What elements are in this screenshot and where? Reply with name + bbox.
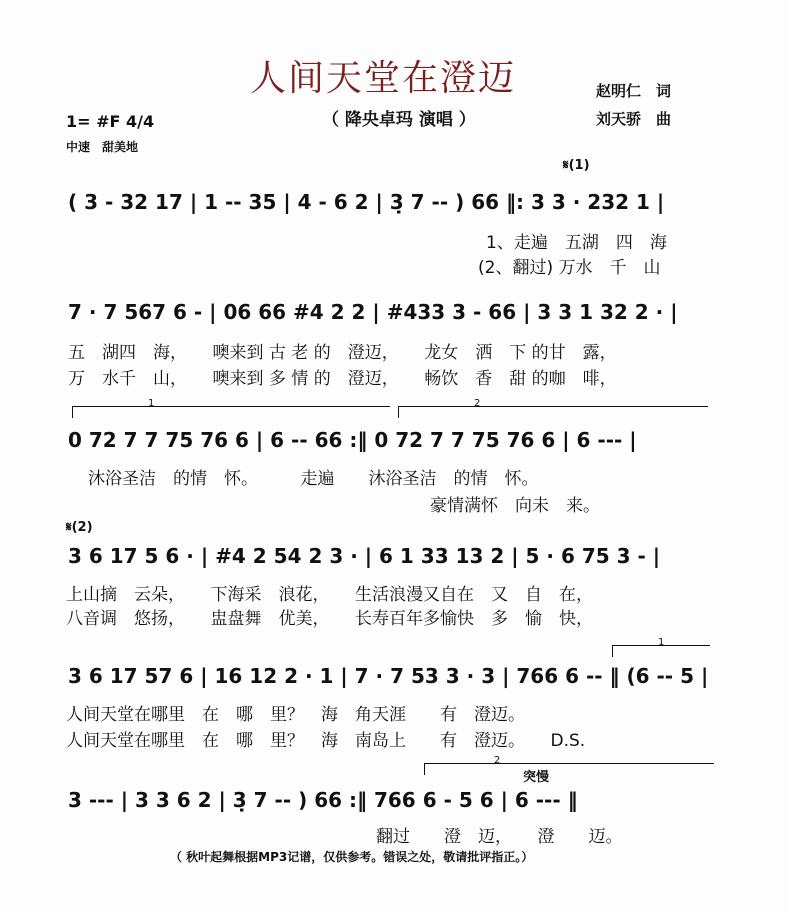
volta-number-1: 1 [148, 398, 155, 409]
volta-bracket-1b-start [612, 645, 613, 657]
segno-mark-1: 𝄋(1) [563, 158, 590, 173]
volta-bracket-2-start [398, 406, 399, 418]
segno-mark-2: 𝄋(2) [66, 520, 93, 535]
volta-number-2: 2 [474, 398, 481, 409]
score-line-4-notes: 3 6 17 5 6 · | #4 2 54 2 3 · | 6 1 33 13 2 | 5 · 6 75 3 - | [68, 544, 661, 568]
score-line-1-notes: ( 3 - 32 17 | 1 -- 35 | 4 - 6 2 | 3̣ 7 -- ) 66 ‖: 3 3 · 232 1 | [68, 190, 665, 214]
ritardando-mark: 突慢 [523, 770, 550, 785]
tempo-marking: 中速 甜美地 [66, 140, 139, 154]
volta-number-1b: 1 [658, 637, 665, 648]
score-line-3-lyric-verse2: 豪情满怀 向未 来。 [430, 496, 600, 516]
volta-bracket-1-start [72, 406, 73, 418]
composer-credit: 刘天骄 曲 [596, 110, 672, 128]
key-signature: 1= #F 4/4 [66, 112, 155, 131]
score-line-4-lyric-verse2: 八音调 悠扬， 盅盘舞 优美， 长寿百年多愉快 多 愉 快， [66, 609, 593, 629]
volta-bracket-2b [424, 763, 714, 764]
score-line-6-notes: 3 --- | 3 3 6 2 | 3̣ 7 -- ) 66 :‖ 766 6 - 5 6 | 6 --- ‖ [68, 788, 578, 812]
volta-bracket-1 [72, 406, 390, 407]
score-line-2-notes: 7 · 7 567 6 - | 06 66 #4 2 2 | #433 3 - 66 | 3 3 1 32 2 · | [68, 300, 678, 324]
lyricist-credit: 赵明仁 词 [596, 82, 672, 100]
score-line-3-lyric-verse1: 沐浴圣洁 的情 怀。 走遍 沐浴圣洁 的情 怀。 [88, 469, 539, 489]
score-line-5-lyric-verse1: 人间天堂在哪里 在 哪 里？ 海 角天涯 有 澄迈。 [66, 705, 525, 725]
score-line-5-notes: 3 6 17 57 6 | 16 12 2 · 1 | 7 · 7 53 3 · 3 | 766 6 -- ‖ (6 -- 5 | [68, 664, 709, 688]
volta-number-2b: 2 [494, 755, 501, 766]
score-line-1-lyric-verse1: 1、走遍 五湖 四 海 [486, 233, 667, 253]
score-line-1-lyric-verse2: (2、翻过) 万水 千 山 [478, 258, 661, 278]
score-line-2-lyric-verse1: 五 湖四 海， 噢来到 古 老 的 澄迈， 龙女 洒 下 的甘 露， [68, 343, 617, 363]
score-line-2-lyric-verse2: 万 水千 山， 噢来到 多 情 的 澄迈， 畅饮 香 甜 的咖 啡， [68, 369, 617, 389]
volta-bracket-2 [398, 406, 708, 407]
song-title: 人间天堂在澄迈 [250, 58, 517, 99]
score-line-6-lyric: 翻过 澄 迈， 澄 迈。 [376, 827, 623, 847]
score-line-3-notes: 0 72 7 7 75 76 6 | 6 -- 66 :‖ 0 72 7 7 75 76 6 | 6 --- | [68, 428, 637, 452]
volta-bracket-2b-start [424, 763, 425, 775]
transcription-note: （ 秋叶起舞根据MP3记谱，仅供参考。错误之处，敬请批评指正。） [170, 850, 534, 864]
score-line-4-lyric-verse1: 上山摘 云朵， 下海采 浪花， 生活浪漫又自在 又 自 在， [66, 585, 593, 605]
performer-subtitle: （ 降央卓玛 演唱 ） [322, 110, 476, 130]
score-line-5-lyric-verse2: 人间天堂在哪里 在 哪 里？ 海 南岛上 有 澄迈。 D.S. [66, 731, 586, 751]
